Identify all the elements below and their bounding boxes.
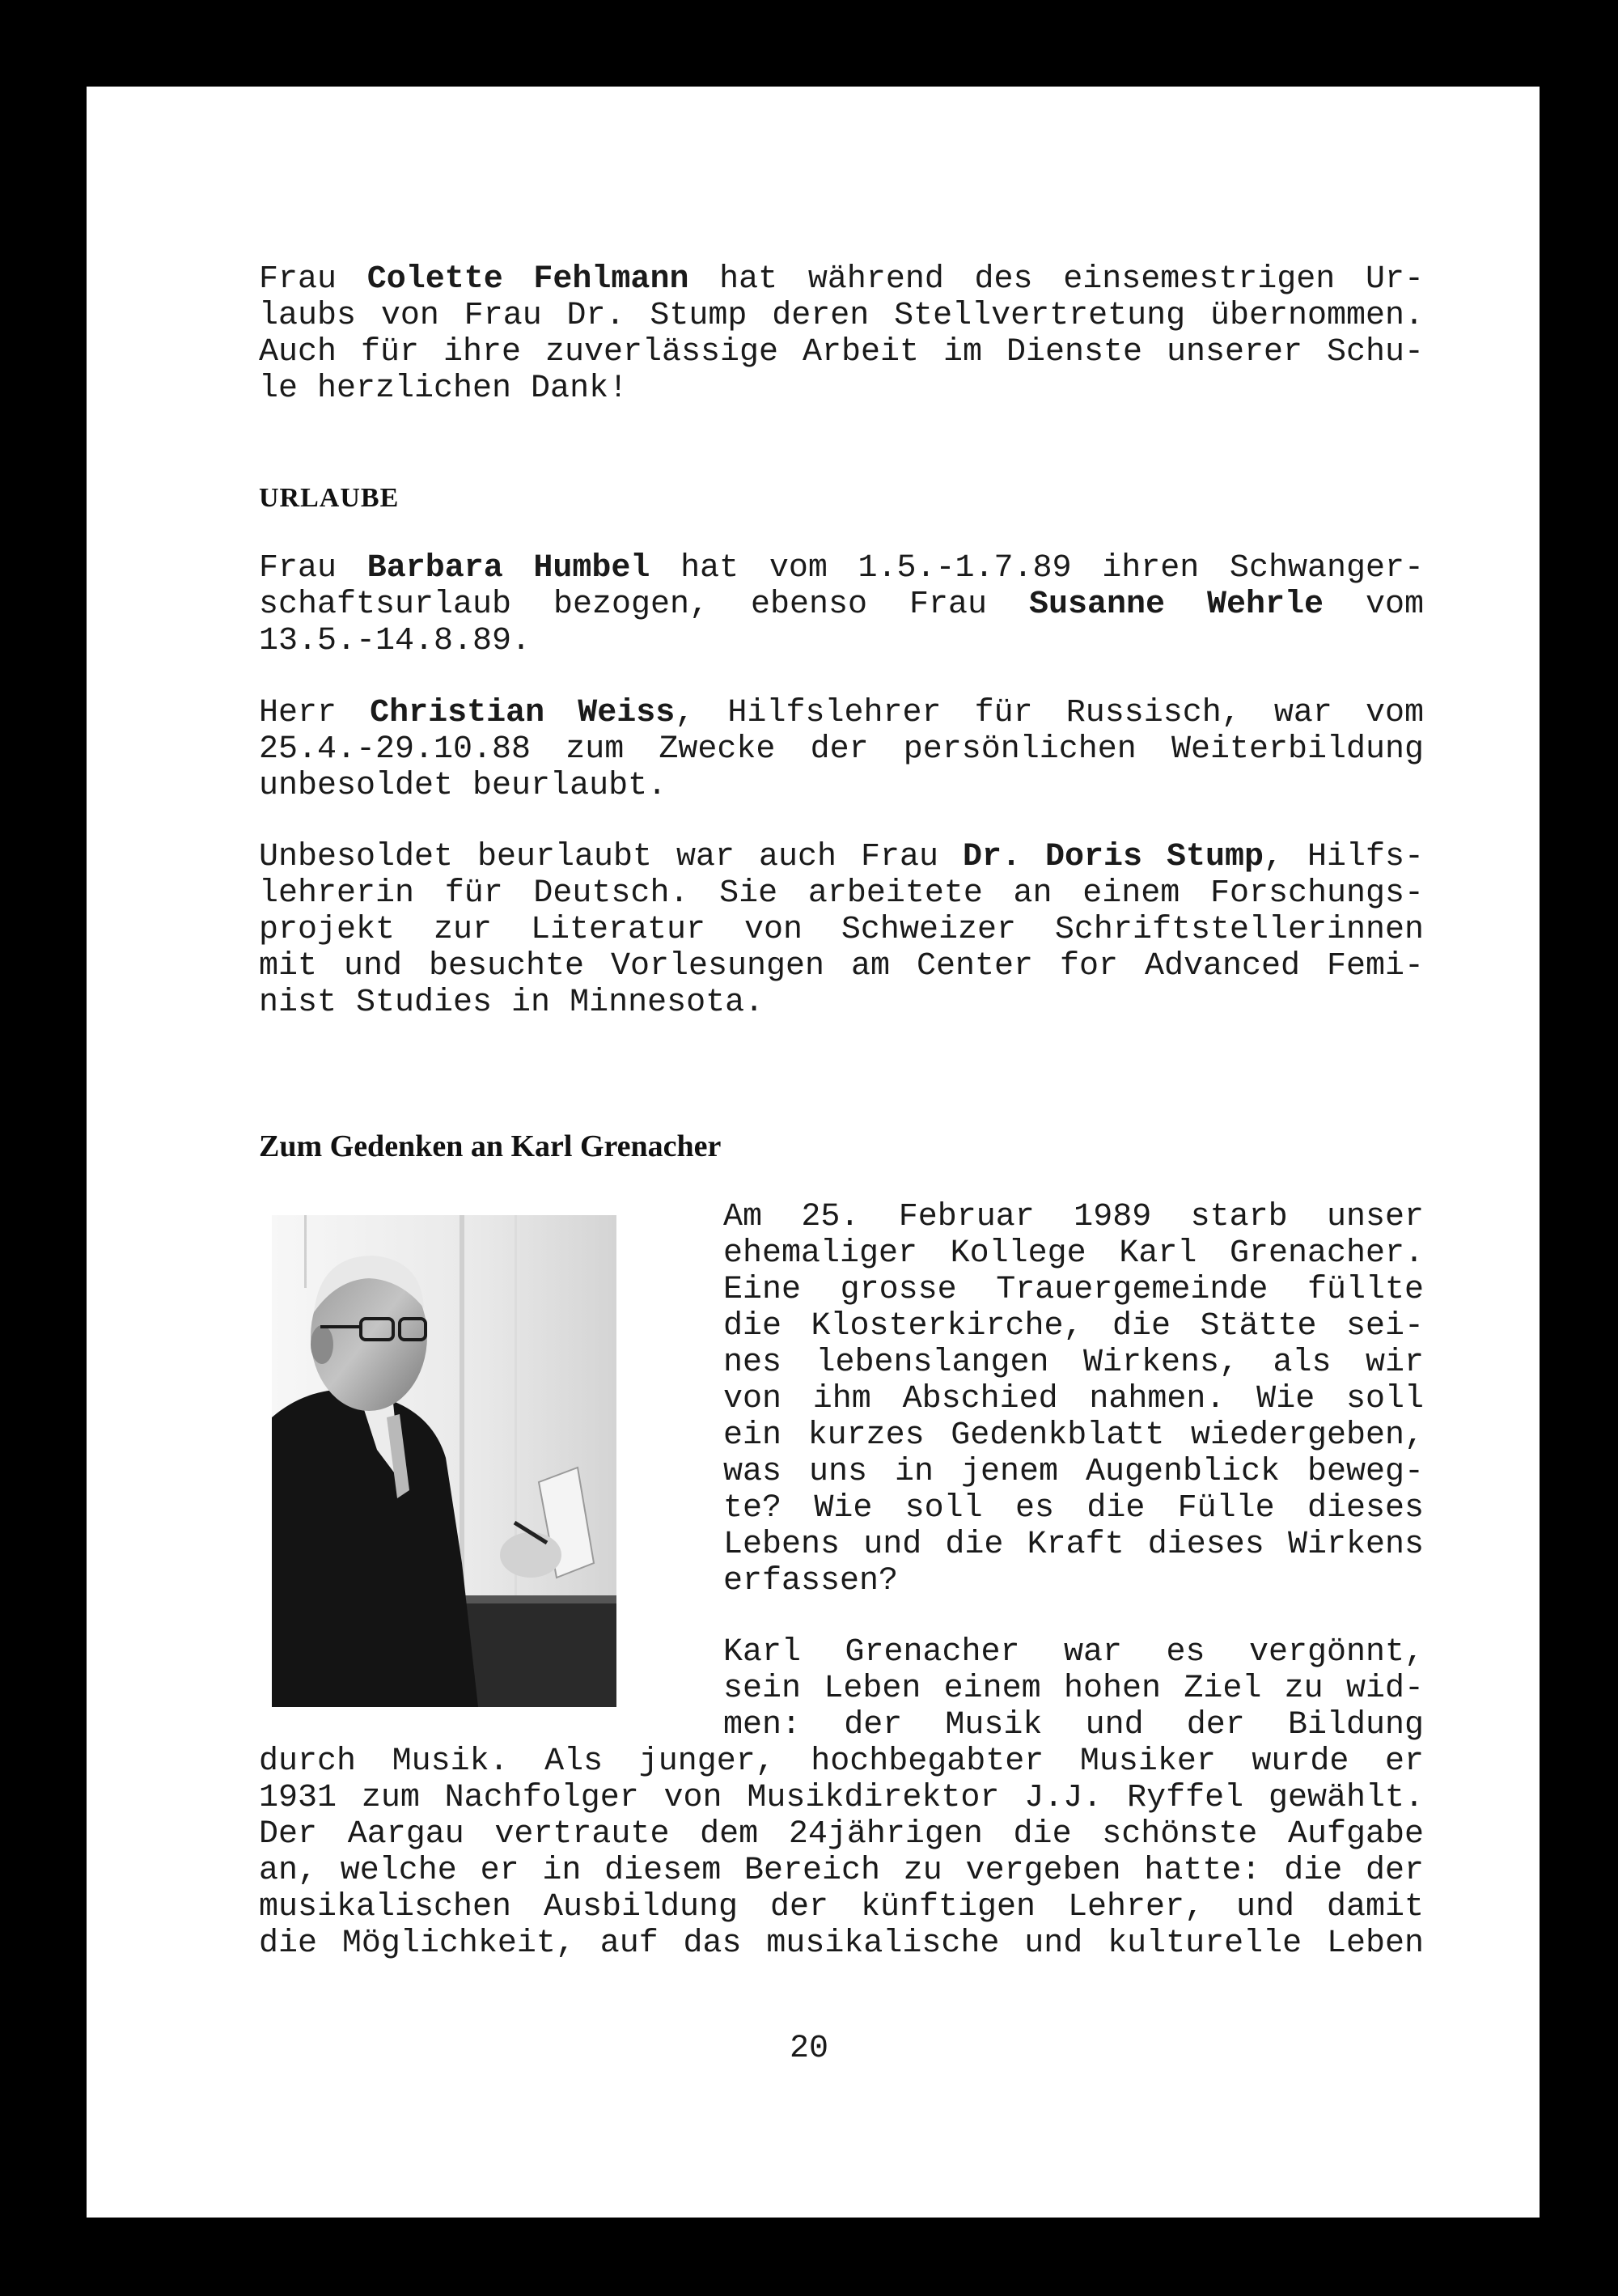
paragraph-memorial-body-full: durch Musik. Als junger, hochbegabter Musiker wurde er 1931 zum Nachfolger von Musikdirektor J.J. Ryffel gewählt. Der Aargau vertraute dem 24jährigen die schönste Aufgabe an, welche er in diesem Bereich zu vergeben hatte: die der musikalischen Ausbildung der künftigen Lehrer, und damit die Möglichkeit, auf das musikalische und kulturelle Leben [259,1743,1424,1962]
name-susanne-wehrle: Susanne Wehrle [1029,587,1324,623]
paragraph-memorial-intro: Am 25. Februar 1989 starb unser ehemaliger Kollege Karl Grenacher. Eine grosse Trauergemeinde füllte die Klosterkirche, die Stätte sei- nes lebenslangen Wirkens, als wir von ihm Abschied nahmen. Wie soll ein kurzes Gedenkblatt wiedergeben, was uns in jenem Augenblick beweg- te? Wie soll es die Fülle dieses Lebens und die Kraft dieses Wirkens erfassen? [723,1199,1424,1599]
paragraph-humbel-wehrle: Frau Barbara Humbel hat vom 1.5.-1.7.89 ihren Schwanger- schaftsurlaub bezogen, ebenso Frau Susanne Wehrle vom 13.5.-14.8.89. [259,550,1425,659]
section-heading-urlaube: URLAUBE [259,483,400,513]
portrait-photo-karl-grenacher [272,1215,616,1707]
paragraph-memorial-body-column: Karl Grenacher war es vergönnt, sein Leben einem hohen Ziel zu wid- men: der Musik und der Bildung [723,1634,1424,1743]
section-heading-memorial: Zum Gedenken an Karl Grenacher [259,1129,722,1163]
portrait-photo-image [272,1215,616,1707]
page-number: 20 [789,2031,828,2067]
name-colette-fehlmann: Colette Fehlmann [366,261,689,298]
name-barbara-humbel: Barbara Humbel [366,550,650,587]
paragraph-fehlmann: Frau Colette Fehlmann hat während des einsemestrigen Ur- laubs von Frau Dr. Stump deren Stellvertretung übernommen. Auch für ihre zuverlässige Arbeit im Dienste unserer Schu- le herzlichen Dank! [259,261,1424,407]
paragraph-stump: Unbesoldet beurlaubt war auch Frau Dr. Doris Stump, Hilfs- lehrerin für Deutsch. Sie arbeitete an einem Forschungs- projekt zur Literatur von Schweizer Schriftstellerinnen mit und besuchte Vorlesungen am Center for Advanced Femi- nist Studies in Minnesota. [259,839,1425,1021]
paragraph-weiss: Herr Christian Weiss, Hilfslehrer für Russisch, war vom 25.4.-29.10.88 zum Zwecke der persönlichen Weiterbildung unbesoldet beurlaubt. [259,695,1424,804]
name-doris-stump: Dr. Doris Stump [963,839,1264,875]
name-christian-weiss: Christian Weiss [370,695,676,731]
